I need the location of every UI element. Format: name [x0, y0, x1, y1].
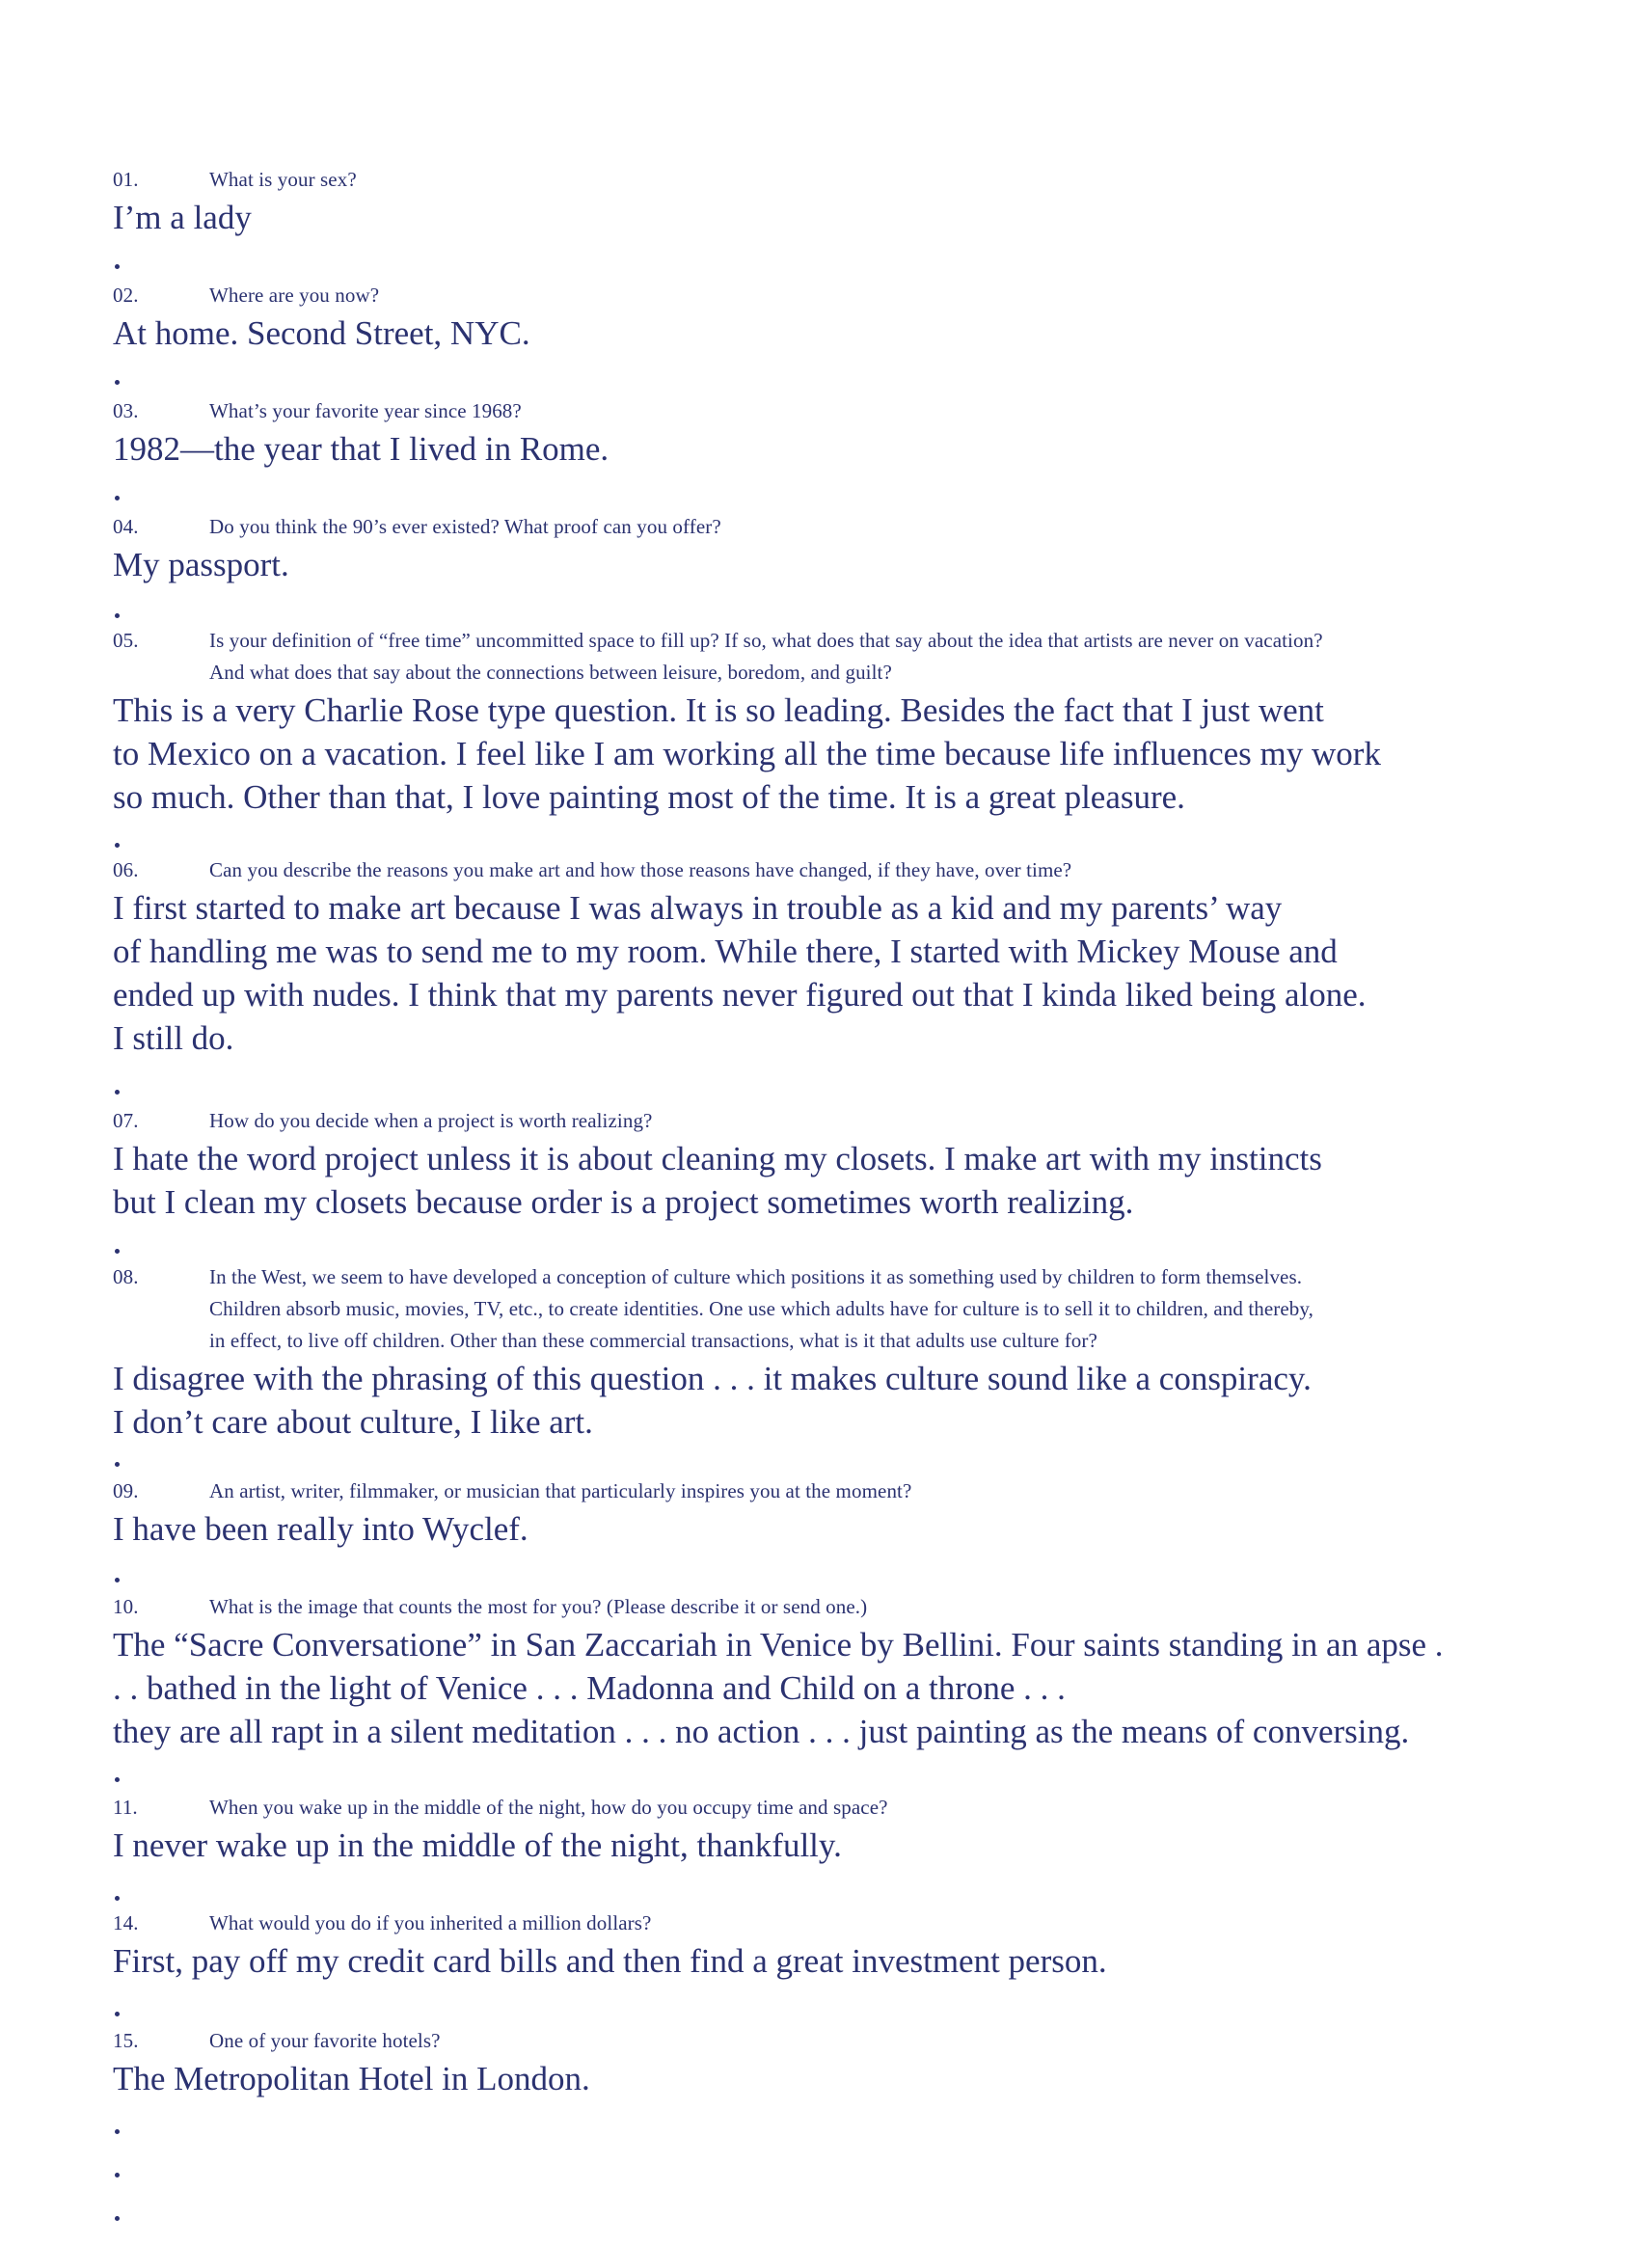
question-number: 07. [113, 1109, 139, 1132]
question-number: 09. [113, 1479, 139, 1502]
answer-line: to Mexico on a vacation. I feel like I am working all the time because life influences my work [113, 735, 1381, 772]
answer-line: 1982—the year that I lived in Rome. [113, 430, 609, 468]
answer-line: ended up with nudes. I think that my parents never figured out that I kinda liked being alone. [113, 976, 1367, 1014]
answer-line: I don’t care about culture, I like art. [113, 1403, 593, 1441]
question [113, 1475, 1559, 1507]
separator-dot [115, 2012, 120, 2016]
question-number: 03. [113, 399, 139, 422]
question-number: 11. [113, 1796, 138, 1819]
question [113, 2025, 1559, 2057]
answer-line: At home. Second Street, NYC. [113, 314, 530, 352]
answer-line: but I clean my closets because order is a project sometimes worth realizing. [113, 1183, 1134, 1221]
qa-entry-10 [113, 1591, 1559, 1753]
separator-dot [115, 2173, 120, 2177]
separator-dot [115, 1249, 120, 1254]
qa-entry-01 [113, 164, 1559, 239]
separator-dot [115, 380, 120, 385]
question-number: 14. [113, 1911, 139, 1934]
qa-entry-06 [113, 854, 1559, 1060]
question [113, 1792, 1559, 1824]
question-text: When you wake up in the middle of the night, how do you occupy time and space? [209, 1796, 888, 1819]
answer-line: I disagree with the phrasing of this question . . . it makes culture sound like a conspiracy. [113, 1360, 1312, 1397]
answer [113, 311, 1559, 355]
answer-line: The Metropolitan Hotel in London. [113, 2060, 590, 2097]
answer [113, 1939, 1559, 1983]
answer-line: I still do. [113, 1019, 234, 1057]
answer-line: The “Sacre Conversatione” in San Zaccariah in Venice by Bellini. Four saints standing in an apse . [113, 1626, 1444, 1663]
separator-dot [115, 2216, 120, 2221]
separator-dot [115, 1090, 120, 1095]
question-text: Children absorb music, movies, TV, etc., to create identities. One use which adults have for culture is to sell it to children, and thereby, [209, 1297, 1313, 1320]
answer [113, 427, 1559, 471]
answer [113, 1824, 1559, 1867]
answer [113, 1623, 1559, 1753]
answer-line: I’m a lady [113, 199, 252, 236]
question-text: One of your favorite hotels? [209, 2029, 441, 2052]
question [113, 1591, 1559, 1623]
question [113, 1261, 1559, 1357]
question [113, 395, 1559, 427]
answer-line: I never wake up in the middle of the night, thankfully. [113, 1826, 842, 1864]
question-text: What is the image that counts the most for you? (Please describe it or send one.) [209, 1595, 868, 1618]
question-text: What is your sex? [209, 168, 357, 191]
question [113, 511, 1559, 543]
question-text: An artist, writer, filmmaker, or musician that particularly inspires you at the moment? [209, 1479, 912, 1502]
question [113, 854, 1559, 886]
question-number: 04. [113, 515, 139, 538]
question-number: 01. [113, 168, 139, 191]
question-number: 02. [113, 284, 139, 307]
question-text: Can you describe the reasons you make art and how those reasons have changed, if they have, over time? [209, 858, 1072, 881]
question-text: in effect, to live off children. Other than these commercial transactions, what is it that adults use culture for? [209, 1329, 1097, 1352]
separator-dot [115, 1462, 120, 1467]
separator-dot [115, 843, 120, 848]
answer [113, 1507, 1559, 1551]
question [113, 280, 1559, 311]
answer [113, 2057, 1559, 2100]
qa-entry-15 [113, 2025, 1559, 2100]
answer [113, 886, 1559, 1060]
qa-entry-02 [113, 280, 1559, 355]
answer-line: . . bathed in the light of Venice . . . Madonna and Child on a throne . . . [113, 1669, 1066, 1707]
answer-line: First, pay off my credit card bills and then find a great investment person. [113, 1942, 1107, 1980]
qa-entry-11 [113, 1792, 1559, 1867]
question [113, 1105, 1559, 1137]
answer [113, 1357, 1559, 1444]
question-text: What would you do if you inherited a million dollars? [209, 1911, 652, 1934]
question-text: Is your definition of “free time” uncommitted space to fill up? If so, what does that say about the idea that artists are never on vacation? [209, 629, 1323, 652]
question-text: Do you think the 90’s ever existed? What proof can you offer? [209, 515, 721, 538]
answer-line: I first started to make art because I was always in trouble as a kid and my parents’ way [113, 889, 1283, 927]
qa-entry-04 [113, 511, 1559, 586]
separator-dot [115, 1777, 120, 1782]
answer-line: My passport. [113, 546, 289, 583]
answer-line: so much. Other than that, I love painting most of the time. It is a great pleasure. [113, 778, 1185, 816]
answer [113, 1137, 1559, 1224]
question-number: 10. [113, 1595, 139, 1618]
qa-entry-09 [113, 1475, 1559, 1551]
qa-entry-03 [113, 395, 1559, 471]
qa-entry-05 [113, 625, 1559, 819]
question-number: 05. [113, 629, 139, 652]
question-text: In the West, we seem to have developed a conception of culture which positions it as something used by children to form themselves. [209, 1265, 1303, 1288]
qa-entry-14 [113, 1907, 1559, 1983]
answer-line: This is a very Charlie Rose type question. It is so leading. Besides the fact that I just went [113, 691, 1324, 729]
qa-entry-07 [113, 1105, 1559, 1224]
answer-line: I hate the word project unless it is about cleaning my closets. I make art with my instincts [113, 1140, 1322, 1177]
answer [113, 196, 1559, 239]
answer [113, 543, 1559, 586]
question [113, 1907, 1559, 1939]
question-text: And what does that say about the connections between leisure, boredom, and guilt? [209, 661, 892, 684]
question [113, 625, 1559, 689]
answer-line: of handling me was to send me to my room. While there, I started with Mickey Mouse and [113, 933, 1338, 970]
question-text: Where are you now? [209, 284, 380, 307]
answer [113, 689, 1559, 819]
qa-entry-08 [113, 1261, 1559, 1444]
question-number: 15. [113, 2029, 139, 2052]
separator-dot [115, 2129, 120, 2134]
question-text: How do you decide when a project is worth realizing? [209, 1109, 653, 1132]
answer-line: they are all rapt in a silent meditation . . . no action . . . just painting as the means of conversing. [113, 1713, 1410, 1750]
question-text: What’s your favorite year since 1968? [209, 399, 522, 422]
separator-dot [115, 264, 120, 269]
question-number: 06. [113, 858, 139, 881]
separator-dot [115, 613, 120, 618]
separator-dot [115, 1896, 120, 1901]
separator-dot [115, 496, 120, 500]
question-number: 08. [113, 1265, 139, 1288]
separator-dot [115, 1578, 120, 1582]
question [113, 164, 1559, 196]
answer-line: I have been really into Wyclef. [113, 1510, 528, 1548]
